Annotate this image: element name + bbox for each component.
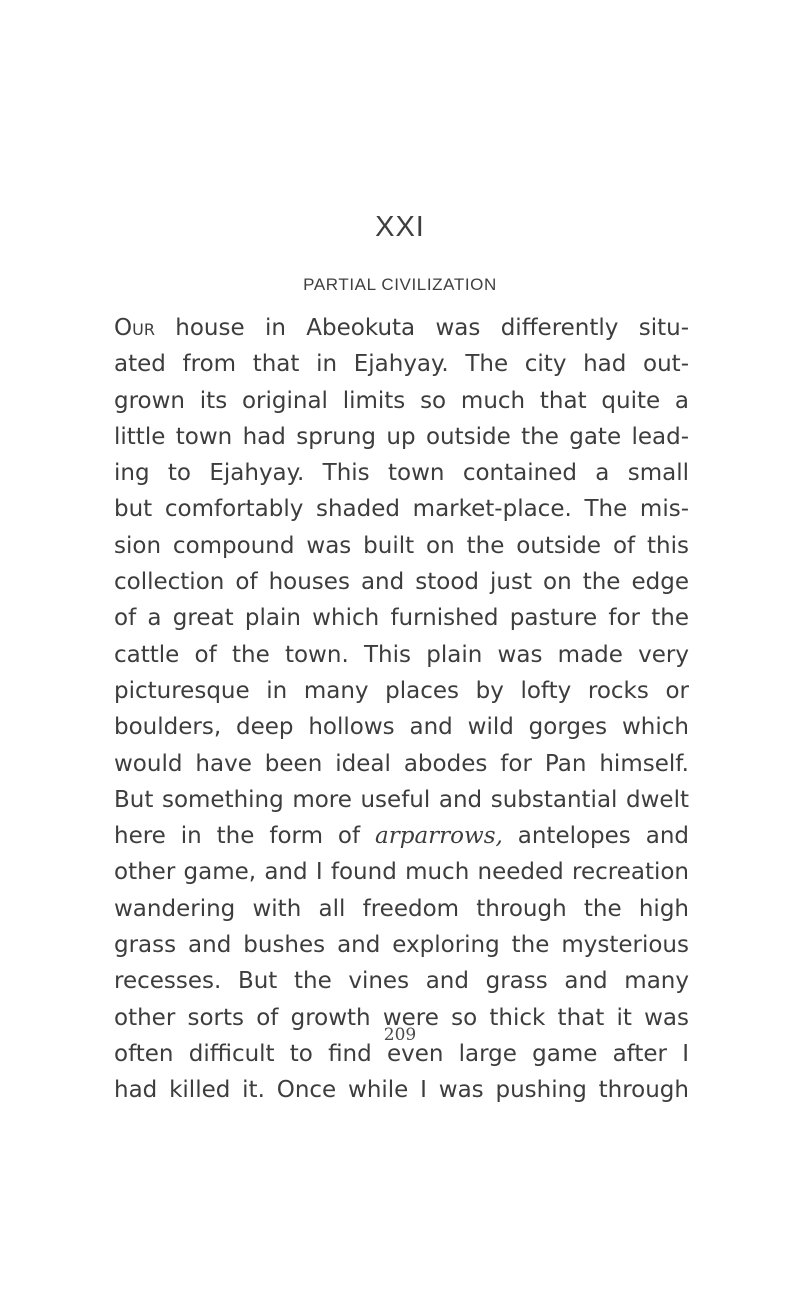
opening-word: Our [114, 315, 155, 341]
text-line: grown its original limits so much that quite a [114, 387, 689, 414]
text-line-segment: here in the form of [114, 823, 361, 850]
text-line: often difficult to find even large game after I [114, 1040, 689, 1067]
text-line-segment: house in Abeokuta was differently situ- [175, 315, 689, 341]
text-line-segment: antelopes and [517, 823, 689, 850]
text-line: had killed it. Once while I was pushing through [114, 1077, 689, 1104]
text-line: but comfortably shaded market-place. The mis- [114, 496, 689, 523]
text-line: boulders, deep hollows and wild gorges which [114, 714, 689, 741]
text-line: cattle of the town. This plain was made very [114, 641, 689, 668]
text-line: recesses. But the vines and grass and many [114, 968, 689, 995]
text-line: other game, and I found much needed recreation [114, 859, 689, 886]
text-line: grass and bushes and exploring the mysterious [114, 932, 689, 959]
text-line [114, 818, 689, 854]
chapter-title: PARTIAL CIVILIZATION [303, 275, 497, 294]
text-line: ated from that in Ejahyay. The city had out- [114, 351, 689, 378]
text-line: ing to Ejahyay. This town contained a small [114, 460, 689, 487]
page-number: 209 [383, 1025, 417, 1045]
text-line: wandering with all freedom through the high [114, 895, 689, 922]
text-line: of a great plain which furnished pasture for the [114, 605, 689, 632]
text-line: picturesque in many places by lofty rocks or [114, 677, 689, 704]
text-line: collection of houses and stood just on the edge [114, 569, 689, 596]
text-line: would have been ideal abodes for Pan himself. [114, 750, 689, 777]
chapter-number: XXI [375, 211, 425, 243]
text-line: other sorts of growth were so thick that it was [114, 1004, 689, 1031]
body-text [114, 310, 689, 1109]
italic-term: arparrows, [375, 823, 503, 850]
text-line: little town had sprung up outside the gate lead- [114, 423, 689, 450]
text-line [114, 310, 689, 346]
text-line: But something more useful and substantial dwelt [114, 786, 689, 813]
text-line: sion compound was built on the outside of this [114, 532, 689, 559]
